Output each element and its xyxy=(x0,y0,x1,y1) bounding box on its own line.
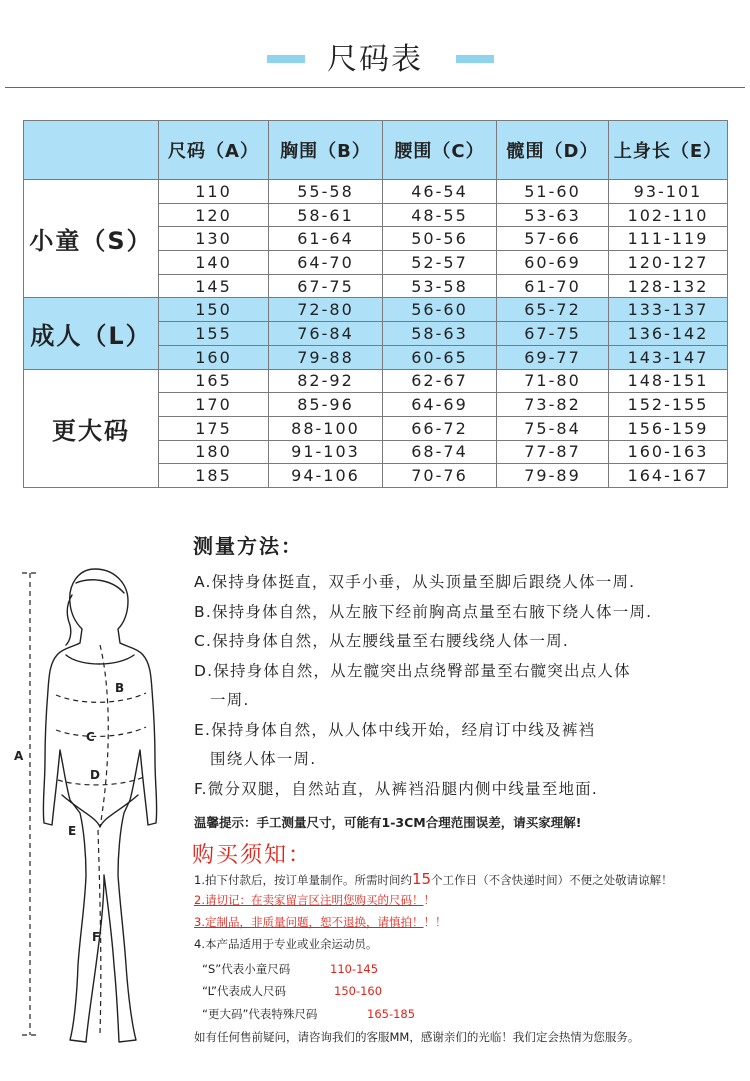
table-cell: 71-80 xyxy=(497,369,609,393)
table-cell: 57-66 xyxy=(497,227,609,251)
table-cell: 93-101 xyxy=(609,180,728,204)
table-cell: 79-88 xyxy=(269,345,383,369)
table-cell: 160-163 xyxy=(609,440,728,464)
page-title: 尺码表 xyxy=(327,42,423,77)
table-cell: 58-61 xyxy=(269,203,383,227)
measure-c-line xyxy=(56,727,146,736)
table-cell: 75-84 xyxy=(497,416,609,440)
table-cell: 61-70 xyxy=(497,274,609,298)
header-cell-waist: 腰围（C） xyxy=(383,121,497,180)
title-accent-left xyxy=(267,55,305,63)
table-cell: 148-151 xyxy=(609,369,728,393)
measure-item-c: C.保持身体自然，从左腰线量至右腰线绕人体一周. xyxy=(194,632,569,650)
swimsuit-icon xyxy=(62,655,138,827)
header-divider xyxy=(5,87,745,88)
table-cell: 150 xyxy=(159,298,269,322)
size-group-label: 成人（L） xyxy=(24,298,159,369)
table-cell: 136-142 xyxy=(609,322,728,346)
notice-item-4: 4.本产品适用于专业或业余运动员。 xyxy=(194,937,378,951)
measure-title: 测量方法： xyxy=(193,534,303,558)
table-cell: 68-74 xyxy=(383,440,497,464)
label-f: F xyxy=(92,930,101,944)
table-cell: 62-67 xyxy=(383,369,497,393)
table-cell: 64-69 xyxy=(383,393,497,417)
table-cell: 130 xyxy=(159,227,269,251)
table-cell: 79-89 xyxy=(497,464,609,488)
table-cell: 133-137 xyxy=(609,298,728,322)
table-cell: 46-54 xyxy=(383,180,497,204)
size-group-label: 小童（S） xyxy=(24,180,159,298)
measure-item-f: F.微分双腿，自然站直，从裤裆沿腿内侧中线量至地面. xyxy=(194,779,598,798)
table-cell: 61-64 xyxy=(269,227,383,251)
table-cell: 70-76 xyxy=(383,464,497,488)
header-cell-hip: 髋围（D） xyxy=(497,121,609,180)
table-cell: 91-103 xyxy=(269,440,383,464)
table-cell: 185 xyxy=(159,464,269,488)
purchase-notice-title: 购买须知： xyxy=(192,843,313,868)
measure-item-b: B.保持身体自然，从左腋下经前胸高点量至右腋下绕人体一周. xyxy=(194,602,653,621)
table-row xyxy=(24,298,728,322)
notice-footer: 如有任何售前疑问，请咨询我们的客服MM，感谢亲们的光临！我们定会热情为您服务。 xyxy=(194,1030,640,1044)
table-cell: 160 xyxy=(159,345,269,369)
table-cell: 164-167 xyxy=(609,464,728,488)
table-cell: 60-69 xyxy=(497,251,609,275)
measure-item-d: D.保持身体自然，从左髋突出点绕臀部量至右髋突出点人体 一周. xyxy=(194,661,631,709)
table-cell: 64-70 xyxy=(269,251,383,275)
table-cell: 88-100 xyxy=(269,416,383,440)
table-cell: 111-119 xyxy=(609,227,728,251)
measure-b-line xyxy=(56,693,146,702)
table-cell: 143-147 xyxy=(609,345,728,369)
table-cell: 170 xyxy=(159,393,269,417)
table-cell: 65-72 xyxy=(497,298,609,322)
table-cell: 82-92 xyxy=(269,369,383,393)
table-cell: 52-57 xyxy=(383,251,497,275)
size-group-label: 更大码 xyxy=(24,369,159,487)
size-note-s: “S”代表小童尺码 110-145 xyxy=(202,962,379,976)
measure-list xyxy=(194,568,744,804)
notice-item-1: 1.拍下付款后，按订单量制作。所需时间约15个工作日（不含快递时间）不便之处敬请谅解！ xyxy=(194,870,673,888)
label-a: A xyxy=(14,749,24,763)
table-header-row xyxy=(24,121,728,180)
table-cell: 128-132 xyxy=(609,274,728,298)
header-cell-size: 尺码（A） xyxy=(159,121,269,180)
table-cell: 55-58 xyxy=(269,180,383,204)
table-cell: 156-159 xyxy=(609,416,728,440)
measure-item-e: E.保持身体自然，从人体中线开始，经肩订中线及裤裆 围绕人体一周. xyxy=(194,720,596,768)
table-row xyxy=(24,180,728,204)
notice-item-2: 2.请切记：在卖家留言区注明您购买的尺码！！ xyxy=(194,893,435,907)
size-note-plus: “更大码”代表特殊尺码 165-185 xyxy=(202,1007,416,1021)
page-header xyxy=(0,30,750,86)
table-cell: 140 xyxy=(159,251,269,275)
size-note-l: “L”代表成人尺码 150-160 xyxy=(202,984,383,998)
table-cell: 145 xyxy=(159,274,269,298)
measurement-tip: 温馨提示：手工测量尺寸，可能有1-3CM合理范围误差，请买家理解! xyxy=(194,815,582,830)
label-d: D xyxy=(90,768,100,782)
table-cell: 72-80 xyxy=(269,298,383,322)
table-cell: 67-75 xyxy=(269,274,383,298)
table-cell: 56-60 xyxy=(383,298,497,322)
table-cell: 152-155 xyxy=(609,393,728,417)
label-e: E xyxy=(68,824,77,838)
table-cell: 76-84 xyxy=(269,322,383,346)
table-cell: 48-55 xyxy=(383,203,497,227)
table-cell: 180 xyxy=(159,440,269,464)
header-cell xyxy=(24,121,159,180)
table-cell: 175 xyxy=(159,416,269,440)
table-cell: 51-60 xyxy=(497,180,609,204)
table-cell: 53-58 xyxy=(383,274,497,298)
table-cell: 73-82 xyxy=(497,393,609,417)
table-cell: 58-63 xyxy=(383,322,497,346)
table-cell: 53-63 xyxy=(497,203,609,227)
table-cell: 110 xyxy=(159,180,269,204)
body-measurement-figure xyxy=(0,555,185,1050)
table-cell: 155 xyxy=(159,322,269,346)
measure-d-line xyxy=(58,777,144,785)
table-cell: 120-127 xyxy=(609,251,728,275)
table-cell: 67-75 xyxy=(497,322,609,346)
measure-item-a: A.保持身体挺直，双手小垂，从头顶量至脚后跟绕人体一周. xyxy=(194,573,636,591)
hair-icon xyxy=(66,580,124,645)
table-cell: 165 xyxy=(159,369,269,393)
header-cell-torso: 上身长（E） xyxy=(609,121,728,180)
table-cell: 69-77 xyxy=(497,345,609,369)
title-accent-right xyxy=(456,55,494,63)
header-cell-chest: 胸围（B） xyxy=(269,121,383,180)
label-c: C xyxy=(86,730,95,744)
label-b: B xyxy=(115,681,125,695)
table-cell: 94-106 xyxy=(269,464,383,488)
table-cell: 60-65 xyxy=(383,345,497,369)
table-cell: 77-87 xyxy=(497,440,609,464)
notice-item-3: 3.定制品，非质量问题，恕不退换，请慎拍！！！ xyxy=(194,915,447,929)
table-cell: 102-110 xyxy=(609,203,728,227)
table-row xyxy=(24,369,728,393)
table-cell: 66-72 xyxy=(383,416,497,440)
size-table xyxy=(23,120,728,488)
table-cell: 120 xyxy=(159,203,269,227)
table-cell: 50-56 xyxy=(383,227,497,251)
table-body xyxy=(24,180,728,488)
figure-outline xyxy=(43,569,156,1042)
table-cell: 85-96 xyxy=(269,393,383,417)
